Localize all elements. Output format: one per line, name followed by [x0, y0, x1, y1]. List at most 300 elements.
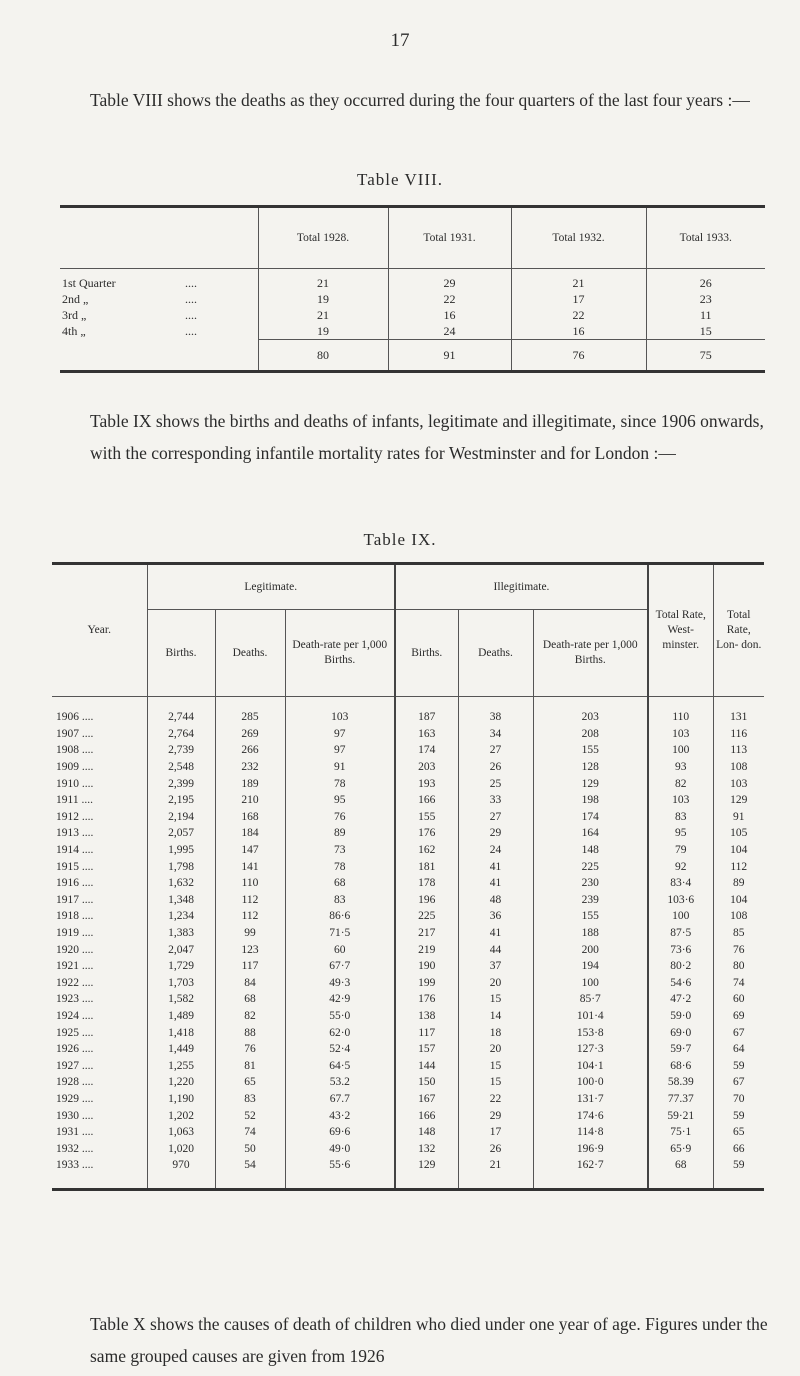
page-number: 17: [390, 30, 410, 51]
table-viii-cell: 15: [646, 323, 765, 340]
table-viii-row-label: [60, 323, 258, 340]
table-ix-cell: 42·9: [285, 991, 395, 1008]
table-ix-cell: 49·3: [285, 975, 395, 992]
table-ix-cell: 15: [458, 991, 533, 1008]
table-ix-cell: 76: [285, 809, 395, 826]
table-viii-total-cell: 75: [646, 340, 765, 372]
table-ix-cell: 103·6: [648, 892, 713, 909]
table-viii-total-cell: 76: [511, 340, 646, 372]
table-viii-col-header: Total 1931.: [388, 207, 511, 269]
leader-dots: ....: [79, 1076, 94, 1089]
table-ix-cell: 50: [215, 1140, 285, 1157]
table-ix-row: [52, 775, 764, 792]
table-ix-cell: 37: [458, 958, 533, 975]
leader-dots: ....: [185, 291, 197, 306]
table-ix-row: [52, 892, 764, 909]
table-ix-cell: 47·2: [648, 991, 713, 1008]
table-ix-cell: 219: [395, 941, 458, 958]
table-ix-year-cell: [52, 1008, 147, 1025]
table-ix-year-cell: [52, 792, 147, 809]
table-ix-cell: 104·1: [533, 1057, 648, 1074]
table-ix-cell: 2,195: [147, 792, 215, 809]
table-ix-cell: 225: [533, 858, 648, 875]
table-viii-intro: Table VIII shows the deaths as they occurred during the four quarters of the last four years :—: [90, 90, 750, 110]
table-viii-cell: 16: [388, 307, 511, 323]
year-label: 1907: [56, 727, 79, 740]
table-ix-cell: 144: [395, 1057, 458, 1074]
table-viii-row: [60, 291, 765, 307]
table-ix-london-header: Total Rate, Lon- don.: [713, 564, 764, 697]
table-ix-cell: 194: [533, 958, 648, 975]
table-ix-cell: 67: [713, 1024, 764, 1041]
table-ix-cell: 76: [713, 941, 764, 958]
table-ix-cell: 112: [215, 892, 285, 909]
table-ix-cell: 41: [458, 925, 533, 942]
table-ix-cell: 117: [215, 958, 285, 975]
table-ix-cell: 69: [713, 1008, 764, 1025]
year-label: 1923: [56, 993, 79, 1006]
table-ix-row: [52, 809, 764, 826]
year-label: 1909: [56, 761, 79, 774]
table-ix-cell: 41: [458, 858, 533, 875]
table-ix-year-cell: [52, 925, 147, 942]
table-viii-cell: 19: [258, 291, 388, 307]
table-ix-sub-header: Deaths.: [215, 610, 285, 697]
quarter-label: 4th „: [62, 323, 86, 338]
table-ix-cell: 2,739: [147, 742, 215, 759]
table-ix-cell: 97: [285, 742, 395, 759]
table-ix-cell: 188: [533, 925, 648, 942]
table-ix-cell: 80·2: [648, 958, 713, 975]
leader-dots: ....: [79, 1159, 94, 1172]
quarter-label: 3rd „: [62, 307, 87, 322]
table-ix-cell: 230: [533, 875, 648, 892]
table-viii-col-header: Total 1933.: [646, 207, 765, 269]
table-ix-cell: 69·0: [648, 1024, 713, 1041]
table-ix-cell: 110: [648, 697, 713, 726]
leader-dots: ....: [79, 727, 94, 740]
table-ix-cell: 155: [533, 908, 648, 925]
year-label: 1908: [56, 744, 79, 757]
table-ix-cell: 17: [458, 1124, 533, 1141]
year-label: 1928: [56, 1076, 79, 1089]
leader-dots: ....: [185, 307, 197, 322]
table-ix-cell: 95: [648, 825, 713, 842]
table-ix-cell: 131: [713, 697, 764, 726]
table-ix-cell: 95: [285, 792, 395, 809]
table-ix-cell: 198: [533, 792, 648, 809]
table-ix-cell: 59: [713, 1157, 764, 1189]
table-ix-cell: 59·7: [648, 1041, 713, 1058]
table-ix-cell: 153·8: [533, 1024, 648, 1041]
table-ix-cell: 65·9: [648, 1140, 713, 1157]
table-ix-cell: 82: [215, 1008, 285, 1025]
leader-dots: ....: [185, 323, 197, 338]
table-ix-cell: 1,418: [147, 1024, 215, 1041]
table-ix-row: [52, 1091, 764, 1108]
table-ix-row: [52, 1140, 764, 1157]
table-ix-cell: 1,190: [147, 1091, 215, 1108]
table-ix-cell: 199: [395, 975, 458, 992]
table-ix-cell: 108: [713, 759, 764, 776]
table-viii-total-label: [60, 340, 258, 372]
table-ix-cell: 2,548: [147, 759, 215, 776]
year-label: 1916: [56, 877, 79, 890]
table-ix-cell: 1,234: [147, 908, 215, 925]
table-ix-cell: 100·0: [533, 1074, 648, 1091]
table-ix-cell: 22: [458, 1091, 533, 1108]
table-ix-cell: 86·6: [285, 908, 395, 925]
table-viii-total-cell: 91: [388, 340, 511, 372]
table-ix-cell: 88: [215, 1024, 285, 1041]
table-ix-cell: 114·8: [533, 1124, 648, 1141]
table-ix-cell: 15: [458, 1057, 533, 1074]
year-label: 1914: [56, 844, 79, 857]
leader-dots: ....: [79, 711, 94, 724]
table-ix-cell: 100: [648, 908, 713, 925]
table-ix-cell: 1,449: [147, 1041, 215, 1058]
table-ix-cell: 59·0: [648, 1008, 713, 1025]
table-ix-row: [52, 991, 764, 1008]
table-ix-cell: 2,764: [147, 726, 215, 743]
table-ix-cell: 69·6: [285, 1124, 395, 1141]
table-ix-cell: 89: [285, 825, 395, 842]
year-label: 1911: [56, 794, 79, 807]
table-ix-cell: 155: [395, 809, 458, 826]
table-ix-cell: 55·0: [285, 1008, 395, 1025]
year-label: 1933: [56, 1159, 79, 1172]
table-ix-year-cell: [52, 858, 147, 875]
table-ix-cell: 65: [713, 1124, 764, 1141]
table-ix-cell: 225: [395, 908, 458, 925]
table-viii-row-label: [60, 307, 258, 323]
leader-dots: ....: [79, 761, 94, 774]
table-ix-cell: 155: [533, 742, 648, 759]
table-ix-row: [52, 792, 764, 809]
table-ix-cell: 1,703: [147, 975, 215, 992]
table-ix-cell: 110: [215, 875, 285, 892]
table-ix-cell: 52: [215, 1107, 285, 1124]
quarter-label: 1st Quarter: [62, 275, 116, 290]
table-viii-cell: 17: [511, 291, 646, 307]
table-ix-cell: 131·7: [533, 1091, 648, 1108]
table-ix-cell: 62·0: [285, 1024, 395, 1041]
year-label: 1910: [56, 777, 79, 790]
table-ix-cell: 104: [713, 892, 764, 909]
table-ix-sub-header: Births.: [147, 610, 215, 697]
table-ix-year-cell: [52, 941, 147, 958]
table-ix-cell: 132: [395, 1140, 458, 1157]
table-ix-cell: 187: [395, 697, 458, 726]
table-ix-cell: 53.2: [285, 1074, 395, 1091]
table-ix-cell: 18: [458, 1024, 533, 1041]
leader-dots: ....: [79, 943, 94, 956]
table-viii-cell: 16: [511, 323, 646, 340]
leader-dots: ....: [79, 1142, 94, 1155]
table-viii-cell: 21: [511, 269, 646, 292]
leader-dots: ....: [79, 777, 94, 790]
table-ix-row: [52, 1124, 764, 1141]
table-ix-westminster-header: Total Rate, West- minster.: [648, 564, 713, 697]
year-label: 1918: [56, 910, 79, 923]
table-ix-cell: 123: [215, 941, 285, 958]
table-ix-cell: 176: [395, 825, 458, 842]
table-ix-cell: 164: [533, 825, 648, 842]
leader-dots: ....: [79, 960, 94, 973]
table-ix-cell: 113: [713, 742, 764, 759]
table-ix-cell: 75·1: [648, 1124, 713, 1141]
table-ix-cell: 48: [458, 892, 533, 909]
table-ix-cell: 1,348: [147, 892, 215, 909]
table-ix-cell: 43·2: [285, 1107, 395, 1124]
table-ix-cell: 83·4: [648, 875, 713, 892]
table-ix-cell: 33: [458, 792, 533, 809]
table-ix-cell: 1,489: [147, 1008, 215, 1025]
table-ix-cell: 58.39: [648, 1074, 713, 1091]
table-ix-row: [52, 958, 764, 975]
table-ix-cell: 103: [713, 775, 764, 792]
table-ix-cell: 2,047: [147, 941, 215, 958]
leader-dots: ....: [78, 794, 93, 807]
table-ix-cell: 112: [215, 908, 285, 925]
table-ix-cell: 138: [395, 1008, 458, 1025]
leader-dots: ....: [79, 1092, 94, 1105]
table-viii-cell: 26: [646, 269, 765, 292]
table-ix-cell: 100: [533, 975, 648, 992]
table-ix-cell: 2,399: [147, 775, 215, 792]
year-label: 1927: [56, 1059, 79, 1072]
table-viii-total-cell: 80: [258, 340, 388, 372]
table-ix-cell: 85·7: [533, 991, 648, 1008]
table-ix-cell: 184: [215, 825, 285, 842]
table-ix-row: [52, 1074, 764, 1091]
table-ix-cell: 66: [713, 1140, 764, 1157]
table-ix-cell: 15: [458, 1074, 533, 1091]
table-ix-cell: 163: [395, 726, 458, 743]
table-ix-cell: 41: [458, 875, 533, 892]
table-ix-illegitimate-header: Illegitimate.: [395, 564, 648, 610]
table-viii-cell: 21: [258, 307, 388, 323]
table-viii: [60, 205, 765, 373]
table-ix-cell: 1,020: [147, 1140, 215, 1157]
table-ix-cell: 1,798: [147, 858, 215, 875]
leader-dots: ....: [79, 827, 94, 840]
table-viii-row: [60, 323, 765, 340]
table-ix-cell: 78: [285, 775, 395, 792]
table-ix-cell: 203: [533, 697, 648, 726]
table-ix-year-cell: [52, 842, 147, 859]
table-ix-sub-header: Deaths.: [458, 610, 533, 697]
table-ix-year-cell: [52, 1024, 147, 1041]
table-ix-cell: 239: [533, 892, 648, 909]
year-label: 1926: [56, 1043, 79, 1056]
table-ix-row: [52, 697, 764, 726]
table-ix-year-cell: [52, 697, 147, 726]
table-ix-cell: 74: [713, 975, 764, 992]
leader-dots: ....: [79, 910, 94, 923]
table-ix-cell: 196: [395, 892, 458, 909]
leader-dots: ....: [79, 810, 94, 823]
leader-dots: ....: [79, 1109, 94, 1122]
table-viii-col-header: Total 1928.: [258, 207, 388, 269]
table-ix-cell: 71·5: [285, 925, 395, 942]
table-ix-cell: 1,632: [147, 875, 215, 892]
table-ix-year-cell: [52, 892, 147, 909]
table-ix-cell: 193: [395, 775, 458, 792]
table-ix-cell: 81: [215, 1057, 285, 1074]
table-ix-cell: 77.37: [648, 1091, 713, 1108]
table-ix-cell: 83: [215, 1091, 285, 1108]
table-ix-cell: 285: [215, 697, 285, 726]
table-ix-cell: 150: [395, 1074, 458, 1091]
table-ix-cell: 176: [395, 991, 458, 1008]
table-ix-cell: 174: [395, 742, 458, 759]
table-ix-cell: 60: [285, 941, 395, 958]
table-ix-year-cell: [52, 908, 147, 925]
table-viii-cell: 21: [258, 269, 388, 292]
table-ix-cell: 190: [395, 958, 458, 975]
table-ix-cell: 196·9: [533, 1140, 648, 1157]
table-ix-legitimate-header: Legitimate.: [147, 564, 395, 610]
table-ix-cell: 93: [648, 759, 713, 776]
table-ix-cell: 266: [215, 742, 285, 759]
year-label: 1919: [56, 927, 79, 940]
table-ix-cell: 1,995: [147, 842, 215, 859]
year-label: 1912: [56, 810, 79, 823]
table-ix-cell: 174: [533, 809, 648, 826]
quarter-label: 2nd „: [62, 291, 89, 306]
table-ix-cell: 78: [285, 858, 395, 875]
table-ix-cell: 181: [395, 858, 458, 875]
table-ix-cell: 210: [215, 792, 285, 809]
table-ix-cell: 55·6: [285, 1157, 395, 1189]
table-viii-header-row: [60, 207, 765, 269]
table-ix-row: [52, 925, 764, 942]
table-ix-cell: 64: [713, 1041, 764, 1058]
table-ix-cell: 74: [215, 1124, 285, 1141]
table-ix-cell: 25: [458, 775, 533, 792]
table-ix-cell: 178: [395, 875, 458, 892]
table-ix-cell: 20: [458, 1041, 533, 1058]
table-ix-row: [52, 1157, 764, 1189]
table-ix-cell: 1,063: [147, 1124, 215, 1141]
year-label: 1921: [56, 960, 79, 973]
table-ix-year-cell: [52, 1157, 147, 1189]
year-label: 1924: [56, 1009, 79, 1022]
table-ix-year-cell: [52, 759, 147, 776]
table-ix-cell: 99: [215, 925, 285, 942]
table-ix-row: [52, 858, 764, 875]
table-ix-cell: 970: [147, 1157, 215, 1189]
table-ix-cell: 26: [458, 759, 533, 776]
table-ix-cell: 103: [648, 726, 713, 743]
table-ix-cell: 1,729: [147, 958, 215, 975]
table-ix-cell: 2,057: [147, 825, 215, 842]
leader-dots: ....: [79, 993, 94, 1006]
table-ix-cell: 54: [215, 1157, 285, 1189]
year-label: 1932: [56, 1142, 79, 1155]
leader-dots: ....: [79, 1059, 94, 1072]
table-ix-year-cell: [52, 1074, 147, 1091]
table-ix-cell: 200: [533, 941, 648, 958]
table-ix-year-cell: [52, 958, 147, 975]
table-ix-cell: 68: [648, 1157, 713, 1189]
table-ix-row: [52, 875, 764, 892]
table-ix-header-row-1: [52, 564, 764, 610]
table-ix-cell: 129: [533, 775, 648, 792]
table-viii-cell: 24: [388, 323, 511, 340]
table-ix-cell: 54·6: [648, 975, 713, 992]
leader-dots: ....: [79, 976, 94, 989]
table-ix-cell: 38: [458, 697, 533, 726]
leader-dots: ....: [79, 744, 94, 757]
table-ix-sub-header: Births.: [395, 610, 458, 697]
table-ix-cell: 29: [458, 1107, 533, 1124]
table-ix-cell: 89: [713, 875, 764, 892]
table-viii-row-label: [60, 291, 258, 307]
table-ix-cell: 49·0: [285, 1140, 395, 1157]
table-ix-cell: 129: [713, 792, 764, 809]
table-viii-caption: Table VIII.: [357, 170, 443, 189]
table-ix-cell: 167: [395, 1091, 458, 1108]
table-ix-year-cell: [52, 775, 147, 792]
table-ix-cell: 64·5: [285, 1057, 395, 1074]
table-ix-cell: 84: [215, 975, 285, 992]
table-ix-year-cell: [52, 726, 147, 743]
table-ix-cell: 129: [395, 1157, 458, 1189]
table-ix-cell: 117: [395, 1024, 458, 1041]
table-ix-cell: 217: [395, 925, 458, 942]
leader-dots: ....: [79, 1009, 94, 1022]
table-ix-row: [52, 759, 764, 776]
table-ix-cell: 105: [713, 825, 764, 842]
table-ix-cell: 79: [648, 842, 713, 859]
table-ix-cell: 269: [215, 726, 285, 743]
table-viii-cell: 22: [388, 291, 511, 307]
table-ix-row: [52, 1024, 764, 1041]
table-ix-cell: 1,202: [147, 1107, 215, 1124]
year-label: 1925: [56, 1026, 79, 1039]
table-ix-row: [52, 825, 764, 842]
table-ix-year-cell: [52, 875, 147, 892]
table-ix-row: [52, 908, 764, 925]
table-ix-cell: 1,220: [147, 1074, 215, 1091]
table-ix-row: [52, 1107, 764, 1124]
table-viii-total-row: [60, 340, 765, 372]
table-ix-cell: 27: [458, 809, 533, 826]
table-ix-year-header: Year.: [52, 564, 147, 697]
table-ix-row: [52, 842, 764, 859]
table-ix-cell: 20: [458, 975, 533, 992]
table-ix-cell: 128: [533, 759, 648, 776]
table-ix-cell: 83: [285, 892, 395, 909]
table-ix-cell: 91: [713, 809, 764, 826]
table-ix-cell: 44: [458, 941, 533, 958]
table-ix-cell: 21: [458, 1157, 533, 1189]
table-ix-cell: 83: [648, 809, 713, 826]
table-ix-cell: 26: [458, 1140, 533, 1157]
table-ix-row: [52, 742, 764, 759]
leader-dots: ....: [79, 1043, 94, 1056]
table-ix-cell: 87·5: [648, 925, 713, 942]
table-ix-cell: 162: [395, 842, 458, 859]
year-label: 1917: [56, 893, 79, 906]
table-ix-cell: 168: [215, 809, 285, 826]
table-ix-cell: 112: [713, 858, 764, 875]
table-ix-cell: 68: [285, 875, 395, 892]
table-ix-cell: 1,582: [147, 991, 215, 1008]
table-viii-row-label: [60, 269, 258, 292]
